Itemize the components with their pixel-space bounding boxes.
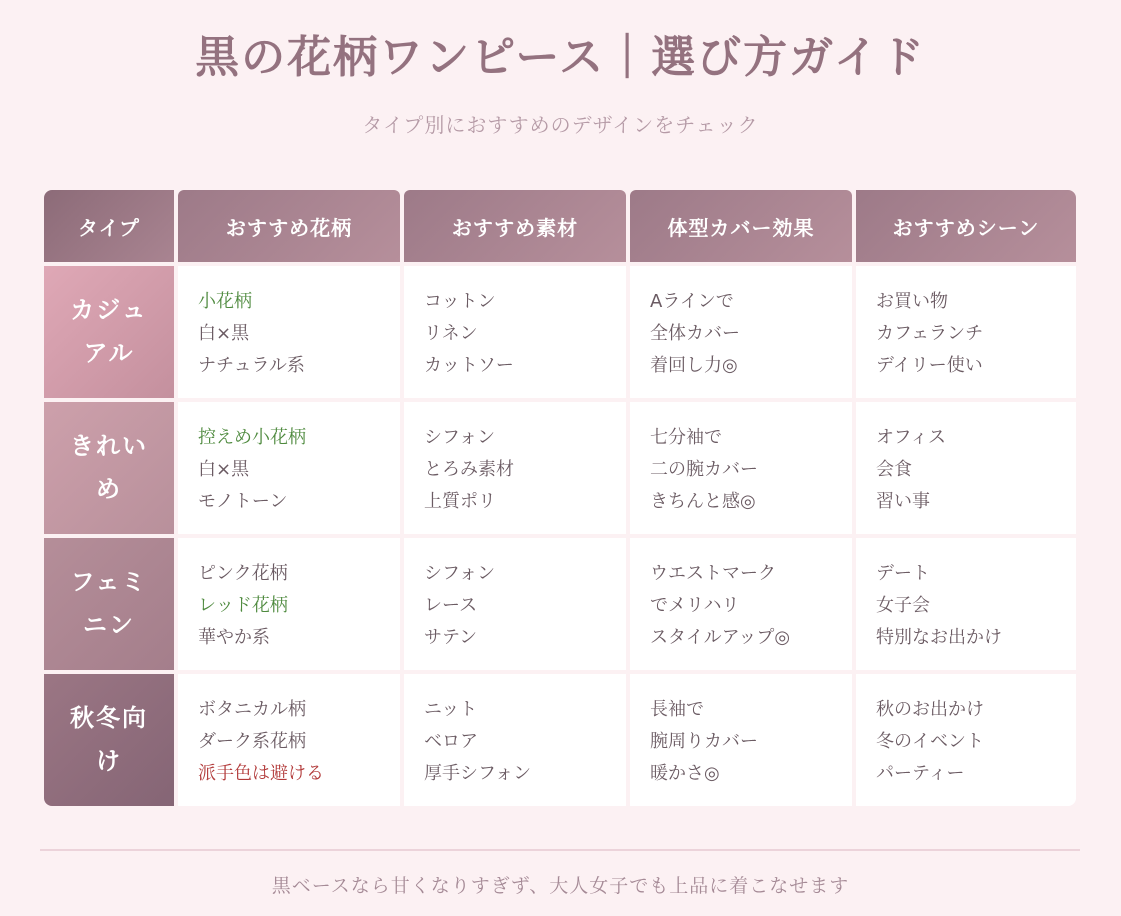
cell-line: 小花柄 [198, 291, 252, 312]
cell-material-kireime [404, 402, 626, 534]
cell-line: リネン [424, 323, 478, 344]
cell-line: 華やか系 [198, 627, 270, 648]
type-autumn-winter: 秋冬向け [44, 674, 174, 806]
cell-line: 控えめ小花柄 [198, 427, 306, 448]
cell-line: 上質ポリ [424, 491, 496, 512]
cell-material-feminine [404, 538, 626, 670]
type-kireime: きれいめ [44, 402, 174, 534]
header-type: タイプ [44, 190, 174, 262]
cell-line: とろみ素材 [424, 459, 514, 480]
cell-scene-kireime [856, 402, 1076, 534]
cell-pattern-feminine [178, 538, 400, 670]
cell-pattern-autumn-winter [178, 674, 400, 806]
cell-line: 着回し力◎ [650, 355, 738, 376]
cell-line: 暖かさ◎ [650, 763, 720, 784]
cell-line: モノトーン [198, 491, 288, 512]
cell-line: 厚手シフォン [424, 763, 532, 784]
footer-divider [40, 849, 1080, 851]
cell-line: デート [876, 563, 930, 584]
cell-line: ナチュラル系 [198, 355, 305, 376]
cell-line: オフィス [876, 427, 947, 448]
cell-line: レース [424, 595, 478, 616]
cell-line: 長袖で [650, 699, 704, 720]
cell-cover-casual [630, 266, 852, 398]
guide-table [44, 190, 1076, 806]
type-casual: カジュアル [44, 266, 174, 398]
cell-line: シフォン [424, 427, 496, 448]
cell-line: カフェランチ [876, 323, 984, 344]
cell-line: カットソー [424, 355, 514, 376]
cell-line: ベロア [424, 731, 478, 752]
cell-line: デイリー使い [876, 355, 983, 376]
cell-cover-autumn-winter [630, 674, 852, 806]
cell-scene-feminine [856, 538, 1076, 670]
cell-line: コットン [424, 291, 496, 312]
page-title: 黒の花柄ワンピース｜選び方ガイド [195, 32, 926, 83]
cell-line: レッド花柄 [198, 595, 288, 616]
footer-note: 黒ベースなら甘くなりすぎず、大人女子でも上品に着こなせます [271, 875, 850, 897]
cell-line: Aラインで [650, 291, 734, 312]
cell-line: でメリハリ [650, 595, 740, 616]
cell-line: ピンク花柄 [198, 563, 288, 584]
header-body-cover: 体型カバー効果 [630, 190, 852, 262]
cell-line: ダーク系花柄 [198, 731, 306, 752]
cell-line: 派手色は避ける [198, 763, 324, 784]
cell-line: シフォン [424, 563, 496, 584]
cell-line: 白×黒 [198, 323, 250, 344]
cell-pattern-casual [178, 266, 400, 398]
header-pattern: おすすめ花柄 [178, 190, 400, 262]
cell-line: 二の腕カバー [650, 459, 758, 480]
cell-line: 七分袖で [650, 427, 722, 448]
header-scene: おすすめシーン [856, 190, 1076, 262]
cell-line: ニット [424, 699, 478, 720]
cell-line: サテン [424, 627, 478, 648]
cell-material-casual [404, 266, 626, 398]
cell-line: 全体カバー [650, 323, 740, 344]
cell-line: 腕周りカバー [650, 731, 758, 752]
cell-scene-casual [856, 266, 1076, 398]
cell-line: 冬のイベント [876, 731, 984, 752]
page-subtitle: タイプ別におすすめのデザインをチェック [362, 113, 759, 137]
cell-cover-feminine [630, 538, 852, 670]
cell-line: 秋のお出かけ [876, 699, 984, 720]
cell-pattern-kireime [178, 402, 400, 534]
cell-line: お買い物 [876, 291, 948, 312]
cell-cover-kireime [630, 402, 852, 534]
cell-line: ボタニカル柄 [198, 699, 306, 720]
cell-line: 白×黒 [198, 459, 250, 480]
header-material: おすすめ素材 [404, 190, 626, 262]
cell-line: きちんと感◎ [650, 491, 756, 512]
cell-line: スタイルアップ◎ [650, 627, 791, 648]
cell-line: 習い事 [876, 491, 930, 512]
cell-material-autumn-winter [404, 674, 626, 806]
cell-line: 特別なお出かけ [876, 627, 1002, 648]
type-feminine: フェミニン [44, 538, 174, 670]
cell-line: 会食 [876, 459, 912, 480]
cell-line: ウエストマーク [650, 563, 776, 584]
cell-scene-autumn-winter [856, 674, 1076, 806]
cell-line: パーティー [876, 763, 965, 784]
cell-line: 女子会 [876, 595, 930, 616]
